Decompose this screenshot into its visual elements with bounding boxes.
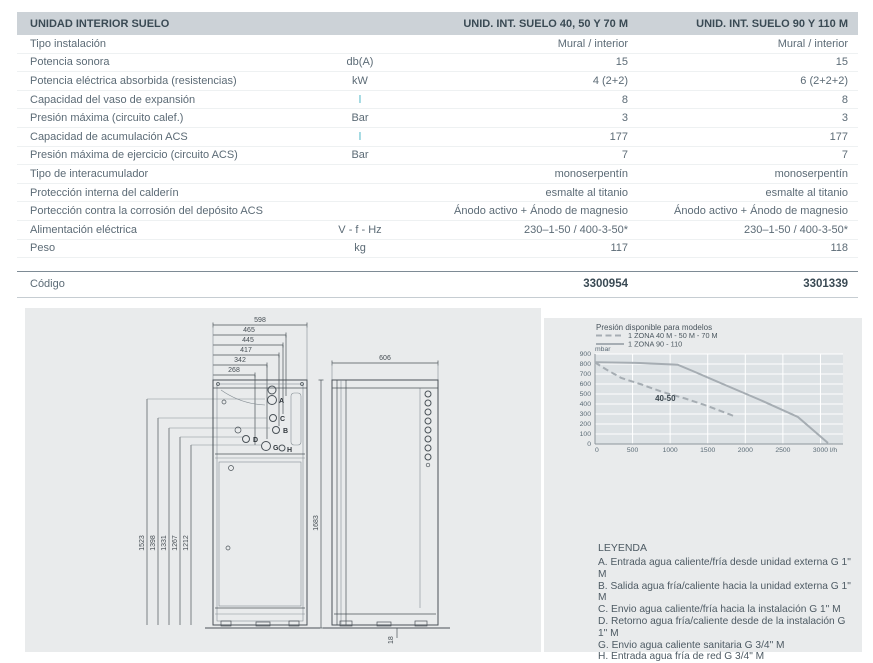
dimension-label: 598	[254, 317, 266, 324]
x-tick-label: 0	[595, 447, 599, 454]
legend-item: A. Entrada agua caliente/fría desde unidad externa G 1" M	[598, 557, 851, 580]
connection-label: C	[280, 416, 286, 423]
row-unit: db(A)	[346, 56, 374, 69]
row-label: Potencia sonora	[30, 56, 110, 69]
connection-label: H	[287, 447, 293, 454]
row-value-2: 15	[835, 56, 848, 69]
x-tick-label: 2500	[775, 447, 791, 454]
row-value-1: 230–1-50 / 400-3-50*	[524, 223, 628, 236]
row-value-2: Mural / interior	[777, 37, 848, 50]
x-tick-label: 500	[626, 447, 639, 454]
row-value-2: 7	[841, 149, 848, 162]
dimension-label: 445	[242, 337, 254, 344]
code-row	[17, 272, 858, 296]
row-label: Capacidad de acumulación ACS	[30, 130, 188, 143]
front-view-drawing	[205, 380, 320, 628]
row-label: Peso	[30, 242, 56, 255]
row-unit: l	[358, 130, 362, 143]
row-value-1: 3	[621, 112, 628, 125]
row-label: Presión máxima (circuito calef.)	[30, 112, 184, 125]
side-view-drawing	[313, 355, 450, 644]
y-tick-label: 0	[587, 441, 591, 449]
table-body	[17, 35, 858, 258]
x-tick-label: 1500	[700, 447, 716, 454]
y-tick-label: 900	[579, 351, 591, 359]
x-tick-label: 3000	[812, 447, 829, 454]
dimension-label: 1267	[172, 535, 179, 551]
y-tick-label: 700	[579, 371, 591, 379]
row-label: Tipo de interacumulador	[30, 167, 149, 180]
row-unit: kg	[354, 242, 366, 255]
table-header-model-1: UNID. INT. SUELO 40, 50 Y 70 M	[463, 17, 628, 30]
table-row	[17, 109, 858, 128]
legend-item: G. Envio agua caliente sanitaria G 3/4" M	[598, 639, 785, 651]
y-tick-label: 800	[579, 361, 591, 369]
row-label: Portección contra la corrosión del depósito ACS	[30, 205, 263, 218]
connection-label: G	[273, 445, 279, 452]
y-tick-label: 100	[579, 431, 591, 439]
row-label: Alimentación eléctrica	[30, 223, 137, 236]
row-value-2: Ánodo activo + Ánodo de magnesio	[674, 205, 848, 218]
dimension-label: 417	[240, 347, 252, 354]
row-unit: Bar	[351, 149, 369, 162]
front-top-dimensions	[213, 317, 307, 445]
row-label: Protección interna del calderín	[30, 186, 179, 199]
table-row	[17, 240, 858, 259]
connection-label: B	[283, 428, 289, 435]
row-value-2: 3	[841, 112, 848, 125]
side-connector-circles	[425, 391, 431, 467]
table-row	[17, 202, 858, 221]
code-label: Código	[30, 278, 65, 290]
code-value-1: 3300954	[583, 278, 628, 290]
row-value-1: 4 (2+2)	[592, 74, 628, 87]
dimension-label: 1212	[183, 535, 190, 551]
connection-label: D	[253, 437, 259, 444]
dimension-label: 1398	[150, 535, 157, 551]
table-row	[17, 165, 858, 184]
legend-items	[598, 557, 854, 663]
row-value-2: 6 (2+2+2)	[800, 74, 848, 87]
spec-table	[17, 12, 858, 258]
dimension-label: 342	[234, 357, 246, 364]
table-row	[17, 35, 858, 54]
pressure-chart	[544, 318, 862, 463]
divider-line	[17, 297, 858, 298]
dimension-label: 1331	[161, 535, 168, 551]
row-value-2: 8	[841, 93, 848, 106]
drawings-panel	[25, 308, 541, 652]
dimension-label: 1683	[313, 515, 320, 531]
chart-legend-entry: 1 ZONA 90 - 110	[628, 339, 683, 349]
table-header-product: UNIDAD INTERIOR SUELO	[30, 17, 170, 30]
row-value-1: Mural / interior	[557, 37, 628, 50]
table-row	[17, 184, 858, 203]
table-row	[17, 128, 858, 147]
legend-title: LEYENDA	[598, 542, 648, 554]
technical-drawing	[25, 308, 541, 652]
x-tick-label: 2000	[737, 447, 753, 454]
chart-y-unit-label: mbar	[595, 346, 611, 353]
table-row	[17, 91, 858, 110]
legend-item: B. Salida agua fría/caliente hacia la unidad externa G 1" M	[598, 580, 851, 604]
chart-title: Presión disponible para modelos	[596, 323, 713, 332]
table-row	[17, 147, 858, 166]
legend-item: D. Retorno agua fría/caliente desde de la instalación G 1" M	[598, 615, 846, 639]
legend-item: H. Entrada agua fría de red G 3/4" M	[598, 651, 765, 663]
dimension-label: 1523	[139, 535, 146, 551]
row-value-1: 7	[621, 149, 628, 162]
row-value-1: 15	[615, 56, 628, 69]
table-row	[17, 221, 858, 240]
row-label: Tipo instalación	[30, 37, 107, 50]
y-tick-label: 600	[579, 381, 591, 389]
row-value-2: esmalte al titanio	[765, 186, 848, 199]
legend-section	[598, 542, 854, 663]
chart-x-unit-label: l/h	[830, 447, 838, 454]
row-value-1: 8	[621, 93, 628, 106]
row-unit: Bar	[351, 112, 369, 125]
table-row	[17, 72, 858, 91]
front-left-dimensions	[139, 399, 270, 625]
y-tick-label: 400	[579, 401, 591, 409]
y-tick-label: 200	[579, 421, 591, 429]
connection-label: A	[279, 398, 285, 405]
chart-annotation: 40-50	[655, 394, 676, 403]
row-value-1: monoserpentín	[554, 167, 628, 180]
chart-panel	[544, 318, 862, 663]
dimension-label: 606	[379, 355, 391, 362]
row-value-2: 230–1-50 / 400-3-50*	[744, 223, 848, 236]
code-value-2: 3301339	[803, 278, 848, 290]
row-value-2: 177	[829, 130, 848, 143]
dimension-label: 465	[243, 327, 255, 334]
row-value-1: esmalte al titanio	[545, 186, 628, 199]
table-header	[17, 12, 858, 35]
row-value-1: 117	[610, 242, 628, 255]
dimension-label: 268	[228, 367, 240, 374]
y-tick-label: 500	[579, 391, 591, 399]
table-row	[17, 54, 858, 73]
row-unit: V - f - Hz	[338, 223, 382, 236]
row-unit: kW	[352, 74, 368, 87]
row-label: Presión máxima de ejercicio (circuito ACS)	[30, 149, 238, 162]
legend-item: C. Envio agua caliente/fría hacia la instalación G 1" M	[598, 604, 841, 616]
chart-legend-entry: 1 ZONA 40 M - 50 M - 70 M	[628, 331, 718, 340]
row-value-2: monoserpentín	[774, 167, 848, 180]
row-unit: l	[358, 93, 362, 106]
y-tick-label: 300	[579, 411, 591, 419]
row-value-2: 118	[830, 242, 848, 255]
row-value-1: 177	[609, 130, 628, 143]
row-label: Potencia eléctrica absorbida (resistencias)	[30, 74, 237, 87]
row-value-1: Ánodo activo + Ánodo de magnesio	[454, 205, 628, 218]
x-tick-label: 1000	[662, 447, 678, 454]
row-label: Capacidad del vaso de expansión	[30, 93, 196, 106]
table-header-model-2: UNID. INT. SUELO 90 Y 110 M	[696, 17, 848, 30]
dimension-label: 18	[388, 636, 395, 644]
